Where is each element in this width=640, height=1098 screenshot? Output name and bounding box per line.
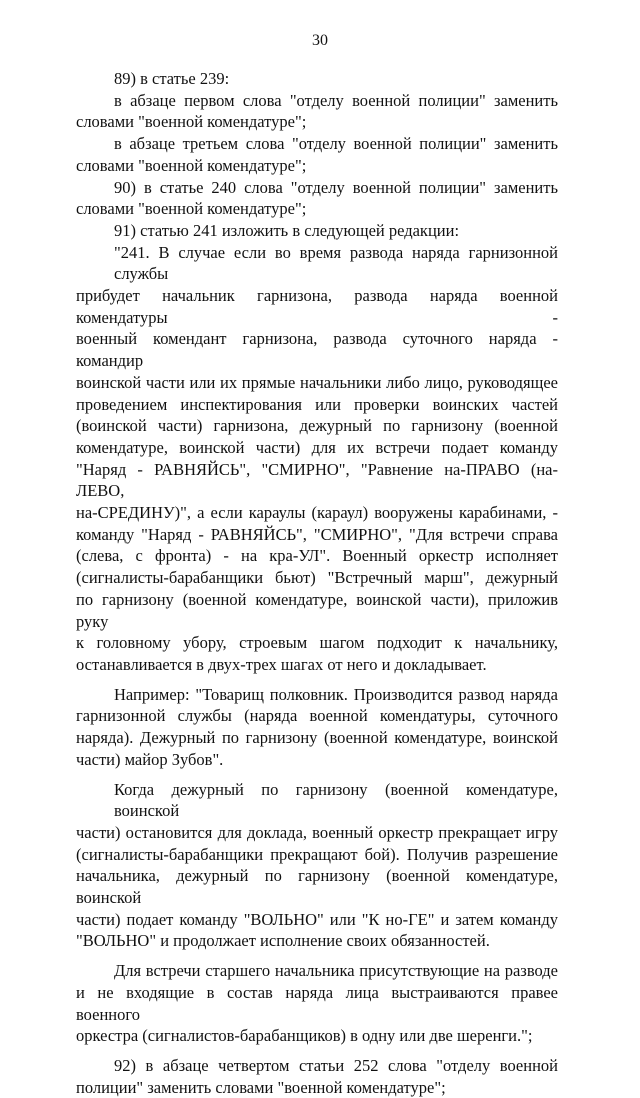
text-line: Когда дежурный по гарнизону (военной комендатуре, воинской — [114, 779, 558, 821]
paragraph-senior-commander — [76, 960, 558, 1047]
text-line: воинской части или их прямые начальники либо лицо, руководящее — [76, 372, 558, 392]
paragraph-abzac-third — [76, 133, 558, 176]
document-body — [76, 68, 558, 1098]
text-line: 89) в статье 239: — [114, 69, 230, 88]
text-line: (сигналисты-барабанщики прекращают бой). Получив разрешение — [76, 844, 558, 864]
text-line: (слева, с фронта) - на кра-УЛ". Военный оркестр исполняет — [76, 546, 558, 566]
paragraph-duty-officer — [76, 779, 558, 953]
text-line: комендатуре, воинской части) для их встречи подает команду — [76, 437, 558, 457]
text-line: 92) в абзаце четвертом статьи 252 слова "отделу военной — [114, 1055, 558, 1075]
text-line: части) майор Зубов". — [76, 749, 224, 769]
text-line: части) подает команду "ВОЛЬНО" или "К но-ГЕ" и затем команду — [76, 909, 558, 929]
paragraph-item-90 — [76, 177, 558, 220]
text-line: (сигналисты-барабанщики бьют) "Встречный марш", дежурный — [76, 568, 558, 588]
text-line: части) остановится для доклада, военный оркестр прекращает игру — [76, 822, 558, 842]
text-line: "ВОЛЬНО" и продолжает исполнение своих обязанностей. — [76, 931, 490, 951]
text-line: начальника, дежурный по гарнизону (военной комендатуре, воинской — [76, 866, 558, 908]
text-line: и не входящие в состав наряда лица выстраиваются правее военного — [76, 982, 558, 1024]
text-line: оркестра (сигналистов-барабанщиков) в одну или две шеренги."; — [76, 1026, 533, 1046]
text-line: военный комендант гарнизона, развода суточного наряда - командир — [76, 329, 558, 371]
text-line: проведением инспектирования или проверки воинских частей — [76, 394, 558, 414]
text-line: словами "военной комендатуре"; — [76, 112, 307, 132]
text-line: словами "военной комендатуре"; — [76, 199, 307, 219]
text-line: по гарнизону (военной комендатуре, воинской части), приложив руку — [76, 589, 558, 631]
page-number: 30 — [312, 32, 328, 49]
text-line: наряда). Дежурный по гарнизону (военной комендатуре, воинской — [76, 728, 558, 748]
text-line: гарнизонной службы (наряда военной комендатуры, суточного — [76, 706, 558, 726]
text-line: полиции" заменить словами "военной комендатуре"; — [76, 1077, 446, 1097]
paragraph-example — [76, 684, 558, 771]
text-line: словами "военной комендатуре"; — [76, 155, 307, 175]
text-line: Для встречи старшего начальника присутствующие на разводе — [114, 961, 558, 981]
paragraph-abzac-first — [76, 90, 558, 133]
text-line: команду "Наряд - РАВНЯЙСЬ", "СМИРНО", "Для встречи справа — [76, 524, 558, 544]
paragraph-item-89 — [76, 68, 558, 90]
text-line: в абзаце первом слова "отделу военной полиции" заменить — [114, 90, 558, 110]
text-line: в абзаце третьем слова "отделу военной полиции" заменить — [114, 134, 558, 154]
text-line: (воинской части) гарнизона, дежурный по гарнизону (военной — [76, 416, 558, 436]
text-line: "241. В случае если во время развода наряда гарнизонной службы — [114, 242, 558, 284]
text-line: останавливается в двух-трех шагах от него и докладывает. — [76, 654, 487, 674]
paragraph-item-92 — [76, 1055, 558, 1098]
text-line: на-СРЕДИНУ)", а если караулы (караул) вооружены карабинами, - — [76, 503, 558, 523]
text-line: прибудет начальник гарнизона, развода наряда военной комендатуры - — [76, 286, 558, 327]
text-line: к головному убору, строевым шагом подходит к начальнику, — [76, 633, 558, 653]
text-line: 90) в статье 240 слова "отделу военной полиции" заменить — [114, 177, 558, 197]
text-line: 91) статью 241 изложить в следующей редакции: — [114, 220, 460, 240]
text-line: "Наряд - РАВНЯЙСЬ", "СМИРНО", "Равнение на-ПРАВО (на-ЛЕВО, — [76, 459, 558, 501]
paragraph-item-91 — [76, 220, 558, 242]
paragraph-article-241 — [76, 242, 558, 676]
text-line: Например: "Товарищ полковник. Производится развод наряда — [114, 684, 558, 704]
